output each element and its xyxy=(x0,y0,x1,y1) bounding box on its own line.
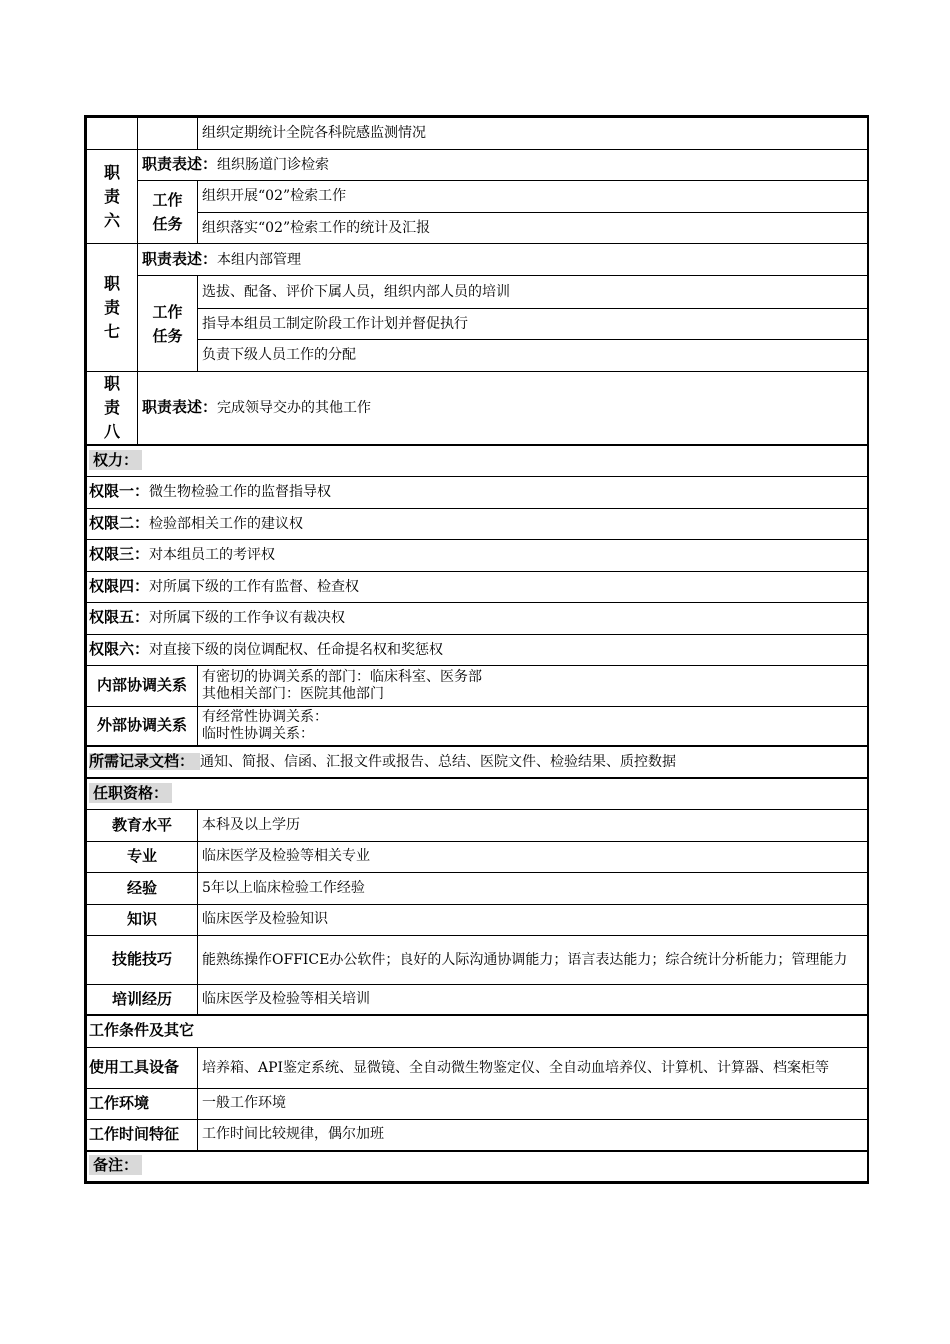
authority-label: 权限三： xyxy=(89,545,150,563)
duty7-label: 职 责 七 xyxy=(87,244,138,372)
duty8-desc-label: 职责表述： xyxy=(142,398,218,416)
qualification-label: 技能技巧 xyxy=(87,935,198,984)
qualification-label: 培训经历 xyxy=(87,984,198,1015)
qualification-row xyxy=(87,904,868,935)
conditions-label: 使用工具设备 xyxy=(87,1047,198,1088)
authority-row xyxy=(87,571,868,602)
internal-coordination-row xyxy=(87,665,868,706)
duty6-task-1: 组织开展“02”检索工作 xyxy=(198,181,868,213)
authority-label: 权限四： xyxy=(89,576,150,595)
notes-title: 备注： xyxy=(89,1155,142,1175)
authority-text: 微生物检验工作的监督指导权 xyxy=(149,484,332,500)
duty6-desc: 组织肠道门诊检索 xyxy=(217,157,330,173)
duty6-desc-label: 职责表述： xyxy=(142,155,218,173)
conditions-label: 工作环境 xyxy=(87,1088,198,1119)
duty7-desc: 本组内部管理 xyxy=(217,251,302,268)
qualification-value: 临床医学及检验等相关培训 xyxy=(198,984,868,1015)
empty-cell xyxy=(138,118,198,150)
conditions-row xyxy=(87,1088,868,1119)
conditions-value: 一般工作环境 xyxy=(198,1088,868,1119)
internal-coordination-label: 内部协调关系 xyxy=(87,665,198,706)
qualification-row xyxy=(87,841,868,872)
internal-coordination-cell xyxy=(198,665,868,706)
qualification-label: 知识 xyxy=(87,904,198,935)
qualification-label: 教育水平 xyxy=(87,809,198,841)
authority-row xyxy=(87,539,868,571)
authority-label: 权限六： xyxy=(89,639,150,658)
authority-label: 权限五： xyxy=(89,608,150,626)
qualification-value: 临床医学及检验等相关专业 xyxy=(198,841,868,872)
duty8-label: 职 责 八 xyxy=(87,372,138,446)
records-row xyxy=(87,746,868,778)
duty7-task-row xyxy=(87,340,868,372)
authority-cell xyxy=(87,634,868,665)
conditions-value: 工作时间比较规律，偶尔加班 xyxy=(198,1119,868,1151)
duty6-label: 职 责 六 xyxy=(87,150,138,244)
qualification-value: 能熟练操作OFFICE办公软件；良好的人际沟通协调能力；语言表达能力；综合统计分析能力；管理能力 xyxy=(198,935,868,984)
records-label: 所需记录文档： xyxy=(89,753,200,770)
qualification-value: 本科及以上学历 xyxy=(198,809,868,841)
conditions-row xyxy=(87,1047,868,1088)
qualification-row xyxy=(87,872,868,904)
qualification-row xyxy=(87,935,868,984)
conditions-row xyxy=(87,1119,868,1151)
qualification-value: 临床医学及检验知识 xyxy=(198,904,868,935)
empty-cell xyxy=(87,118,138,150)
duty6-task-label: 工作 任务 xyxy=(138,181,198,244)
authority-row xyxy=(87,634,868,665)
job-description-table xyxy=(86,117,868,1182)
authority-text: 对本组员工的考评权 xyxy=(149,547,276,563)
continuation-row xyxy=(87,118,868,150)
authority-row xyxy=(87,508,868,539)
external-coordination-label: 外部协调关系 xyxy=(87,706,198,746)
authority-text: 对所属下级的工作争议有裁决权 xyxy=(149,610,346,626)
internal-coordination-line: 其他相关部门：医院其他部门 xyxy=(202,685,384,702)
task-cell: 组织定期统计全院各科院感监测情况 xyxy=(198,118,868,150)
authority-text: 对所属下级的工作有监督、检查权 xyxy=(149,578,360,595)
duty6-task-row xyxy=(87,181,868,213)
job-description-sheet xyxy=(84,115,869,1184)
conditions-title: 工作条件及其它 xyxy=(89,1021,195,1040)
qualification-header-row xyxy=(87,778,868,809)
duty6-desc-cell xyxy=(138,150,868,181)
authority-cell xyxy=(87,476,868,508)
duty7-task-1: 选拔、配备、评价下属人员，组织内部人员的培训 xyxy=(198,276,868,309)
duty6-task-row xyxy=(87,213,868,244)
duty7-task-row xyxy=(87,276,868,309)
qualification-label: 专业 xyxy=(87,841,198,872)
authority-row xyxy=(87,602,868,634)
authority-cell xyxy=(87,508,868,539)
authority-header-row xyxy=(87,445,868,476)
qualification-header-cell xyxy=(87,778,868,809)
qualification-title: 任职资格： xyxy=(89,783,172,803)
records-cell xyxy=(87,746,868,778)
qualification-row xyxy=(87,809,868,841)
qualification-value: 5年以上临床检验工作经验 xyxy=(198,872,868,904)
authority-cell xyxy=(87,539,868,571)
authority-text: 对直接下级的岗位调配权、任命提名权和奖惩权 xyxy=(149,641,444,658)
notes-row xyxy=(87,1151,868,1181)
external-coordination-row xyxy=(87,706,868,746)
internal-coordination-line: 有密切的协调关系的部门：临床科室、医务部 xyxy=(202,668,482,685)
conditions-header-row xyxy=(87,1015,868,1047)
duty7-desc-cell xyxy=(138,244,868,276)
records-text: 通知、简报、信函、汇报文件或报告、总结、医院文件、检验结果、质控数据 xyxy=(200,754,677,770)
authority-label: 权限一： xyxy=(89,482,150,500)
duty7-task-label: 工作 任务 xyxy=(138,276,198,372)
duty7-task-2: 指导本组员工制定阶段工作计划并督促执行 xyxy=(198,309,868,340)
duty6-desc-row xyxy=(87,150,868,181)
duty7-task-row xyxy=(87,309,868,340)
qualification-row xyxy=(87,984,868,1015)
authority-row xyxy=(87,476,868,508)
conditions-header-cell xyxy=(87,1015,868,1047)
duty7-desc-row xyxy=(87,244,868,276)
authority-header-cell xyxy=(87,445,868,476)
duty6-task-2: 组织落实“02”检索工作的统计及汇报 xyxy=(198,213,868,244)
duty7-desc-label: 职责表述： xyxy=(142,249,218,268)
authority-label: 权限二： xyxy=(89,513,150,532)
duty8-desc-cell xyxy=(138,372,868,446)
authority-text: 检验部相关工作的建议权 xyxy=(149,515,304,532)
duty8-desc: 完成领导交办的其他工作 xyxy=(217,400,372,416)
external-coordination-line: 有经常性协调关系： xyxy=(202,708,328,725)
authority-cell xyxy=(87,571,868,602)
authority-cell xyxy=(87,602,868,634)
external-coordination-cell xyxy=(198,706,868,746)
conditions-value: 培养箱、API鉴定系统、显微镜、全自动微生物鉴定仪、全自动血培养仪、计算机、计算器、档案柜等 xyxy=(198,1047,868,1088)
authority-title: 权力： xyxy=(89,450,142,470)
duty7-task-3: 负责下级人员工作的分配 xyxy=(198,340,868,372)
conditions-label: 工作时间特征 xyxy=(87,1119,198,1151)
qualification-label: 经验 xyxy=(87,872,198,904)
external-coordination-line: 临时性协调关系： xyxy=(202,725,314,742)
notes-cell xyxy=(87,1151,868,1181)
duty8-row xyxy=(87,372,868,446)
